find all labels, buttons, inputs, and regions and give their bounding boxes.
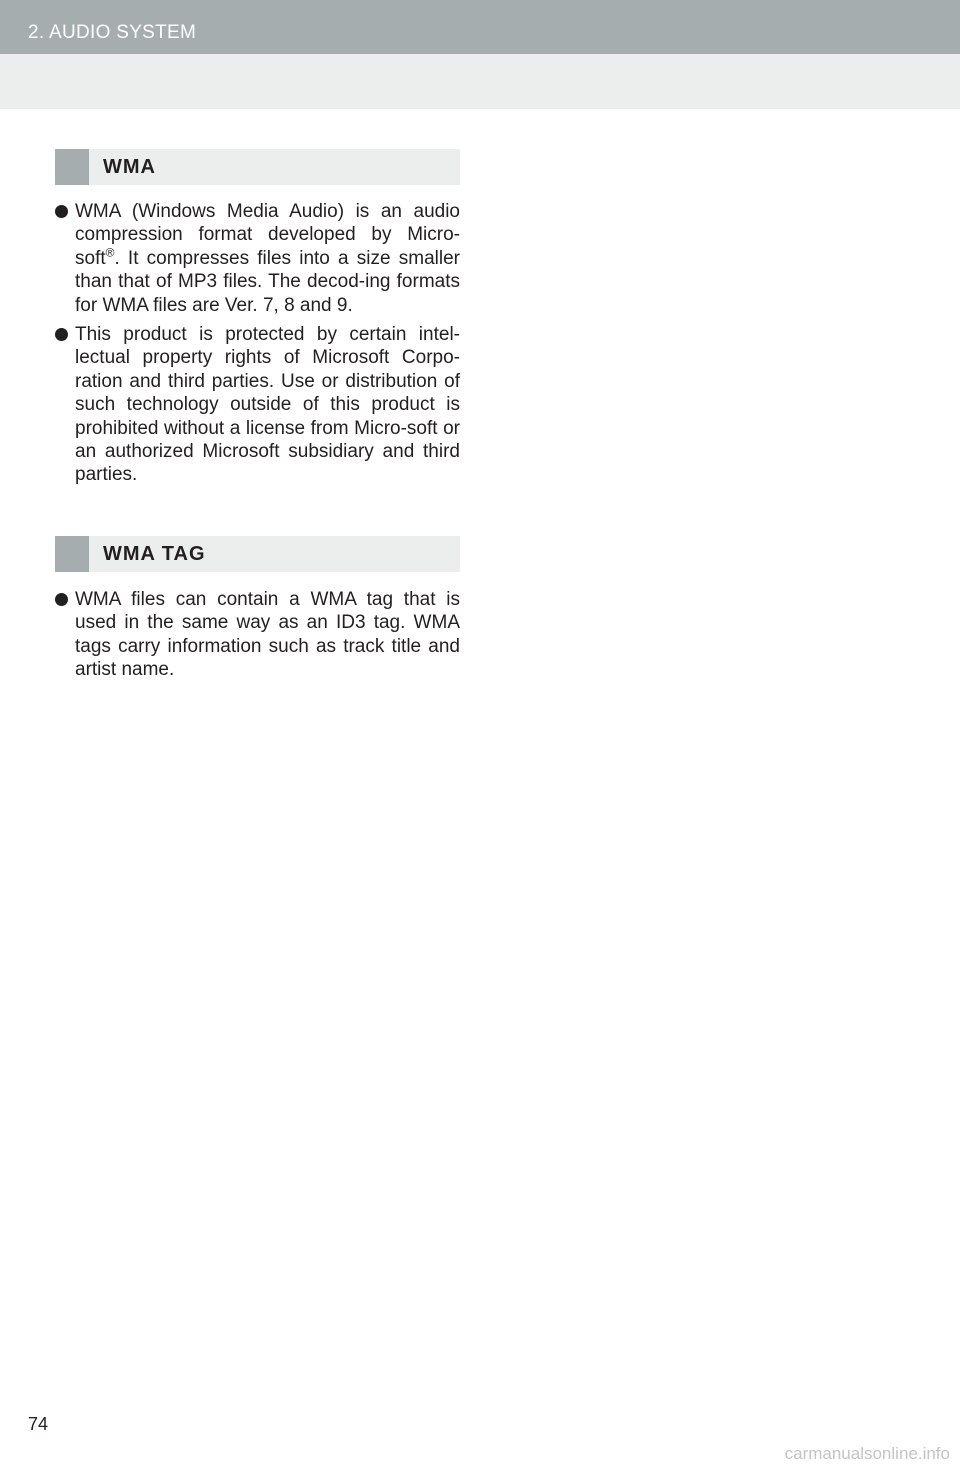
section-marker: [55, 536, 89, 572]
list-item: [55, 588, 460, 682]
section-heading-label: WMA: [103, 156, 156, 178]
registered-mark: ®: [105, 245, 115, 260]
bullet-text-part: . It compresses files into a size smaller than that of MP3 files. The decod-ing formats for WMA files are Ver. 7, 8 and 9.: [75, 247, 460, 316]
bullet-icon: [55, 593, 68, 606]
header-band: [0, 54, 960, 109]
bullet-text-part: WMA (Windows Media Audio) is an audio compression format developed by Micro-soft: [75, 201, 460, 269]
wma-bullet-list: [55, 200, 460, 493]
wma-tag-bullet-list: [55, 588, 460, 688]
watermark: carmanualsonline.info: [784, 1444, 950, 1463]
section-heading-label: WMA TAG: [103, 543, 206, 565]
bullet-text: WMA files can contain a WMA tag that is used in the same way as an ID3 tag. WMA tags carry information such as track title and artist name.: [75, 589, 460, 681]
list-item: [55, 200, 460, 317]
list-item: [55, 323, 460, 487]
section-heading-wma-tag: [55, 536, 460, 572]
chapter-title: 2. AUDIO SYSTEM: [28, 22, 197, 43]
bullet-icon: [55, 328, 68, 341]
page-number: 74: [28, 1414, 49, 1434]
section-marker: [55, 149, 89, 185]
chapter-header-bar: [0, 0, 960, 54]
bullet-icon: [55, 205, 68, 218]
bullet-text: This product is protected by certain intel-lectual property rights of Microsoft Corpo-ration and third parties. Use or distribution of such technology outside of this product is prohibited without a license from Micro-soft or an authorized Microsoft subsidiary and third parties.: [75, 324, 460, 486]
section-heading-wma: [55, 149, 460, 185]
